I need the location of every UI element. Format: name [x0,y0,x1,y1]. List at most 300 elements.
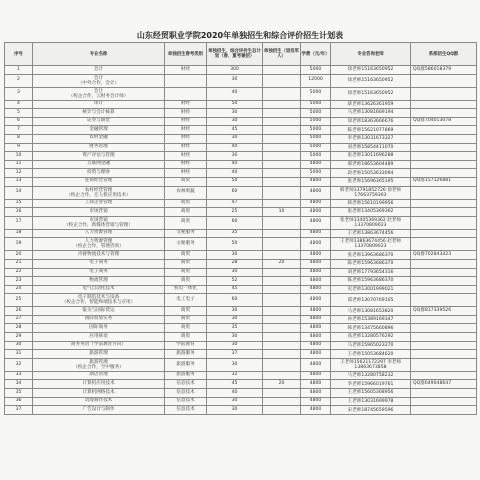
row-index-cell: 14 [5,186,33,199]
table-row [5,169,477,178]
row-index-cell: 18 [5,229,33,238]
row-fee-cell: 4800 [301,177,331,186]
row-major-cell [33,238,165,251]
row-category-cell: 文秘服务 [165,229,207,238]
row-qq-cell [411,324,477,333]
row-index-cell: 32 [5,358,33,371]
row-plan-cell: 30 [207,74,263,87]
row-veteran-cell [263,126,301,135]
major-subtitle: （校企合作，无人机应用技术） [66,192,131,198]
major-name: 旅游管理 [89,359,108,365]
major-subtitle: （校企合作，管理咨询） [73,244,124,250]
row-plan-cell: 30 [207,333,263,342]
row-veteran-cell [263,406,301,415]
major-name: 会计 [93,88,104,94]
row-qq-cell [411,259,477,268]
row-qq-cell: QQ群649048647 [411,380,477,389]
major-name: 会计 [93,75,104,81]
table-row [5,66,477,75]
table-row [5,371,477,380]
major-name: 旅游管理 [89,350,108,356]
table-row [5,268,477,277]
row-major-cell [33,350,165,359]
row-qq-cell [411,389,477,398]
row-consult-cell: 段老师15053633094 [331,169,411,178]
row-plan-cell: 45 [207,380,263,389]
row-major-cell [33,177,165,186]
row-index-cell: 23 [5,277,33,286]
row-qq-cell [411,152,477,161]
row-qq-cell: QQ群704013078 [411,117,477,126]
row-consult-cell: 郝老师18653604489 [331,160,411,169]
row-category-cell: 财经 [165,143,207,152]
row-index-cell: 33 [5,371,33,380]
row-category-cell: 商贸 [165,177,207,186]
row-category-cell: 旅游服务 [165,371,207,380]
row-fee-cell: 4800 [301,186,331,199]
row-category-cell: 商贸 [165,307,207,316]
row-consult-cell: 王老师15621172297 李老师13863673858 [331,358,411,371]
row-major-cell [33,143,165,152]
row-fee-cell: 5000 [301,152,331,161]
major-subtitle: （中外合作，会计） [77,80,120,86]
row-index-cell: 12 [5,169,33,178]
row-index-cell: 26 [5,307,33,316]
row-index-cell: 36 [5,397,33,406]
row-plan-cell: 30 [207,152,263,161]
row-major-cell [33,109,165,118]
row-category-cell: 商贸 [165,259,207,268]
row-consult-cell: 陈老师15621077869 [331,126,411,135]
row-qq-cell: QQ群586018379 [411,66,477,75]
row-consult-cell: 张老师13405369362 [331,208,411,217]
row-fee-cell: 4800 [301,371,331,380]
row-fee-cell: 4800 [301,341,331,350]
row-major-cell [33,371,165,380]
row-qq-cell [411,371,477,380]
row-plan-cell: 30 [207,109,263,118]
table-row [5,199,477,208]
table-row [5,380,477,389]
row-category-cell: 农林果蔬 [165,186,207,199]
row-consult-cell: 高老师13280576292 [331,333,411,342]
row-consult-cell: 张老师15696365195 [331,177,411,186]
row-qq-cell [411,199,477,208]
row-consult-cell: 王老师15053684620 [331,350,411,359]
row-veteran-cell [263,358,301,371]
row-major-cell [33,259,165,268]
major-name: 互联网金融 [87,161,110,167]
row-major-cell [33,199,165,208]
row-major-cell [33,208,165,217]
table-row [5,74,477,87]
row-index-cell: 17 [5,216,33,229]
row-category-cell: 商贸 [165,315,207,324]
row-plan-cell: 40 [207,169,263,178]
major-name: 电气自动化技术 [82,286,115,292]
header-veteran: 单独招生（退役军人） [263,43,301,66]
table-row [5,152,477,161]
header-fee: 学费（元/年） [301,43,331,66]
row-category-cell: 财经 [165,160,207,169]
row-index-cell: 8 [5,134,33,143]
page-title: 山东经贸职业学院2020年单独招生和综合评价招生计划表 [136,31,344,40]
row-qq-cell [411,208,477,217]
row-plan-cell: 30 [207,117,263,126]
table-row [5,251,477,260]
row-fee-cell: 4800 [301,350,331,359]
row-major-cell [33,277,165,286]
row-major-cell [33,186,165,199]
major-name: 物流管理 [89,277,108,283]
row-category-cell: 商贸 [165,251,207,260]
row-fee-cell: 4800 [301,229,331,238]
row-index-cell: 16 [5,208,33,217]
row-major-cell [33,333,165,342]
header-row [5,43,477,66]
row-veteran-cell [263,324,301,333]
row-category-cell: 财经 [165,117,207,126]
table-row [5,117,477,126]
row-category-cell: 旅游服务 [165,358,207,371]
row-consult-cell: 张老师13405369362 赵老师13370809023 [331,216,411,229]
row-fee-cell: 12000 [301,74,331,87]
row-veteran-cell [263,134,301,143]
row-category-cell: 信息技术 [165,380,207,389]
row-category-cell: 财经 [165,169,207,178]
row-major-cell [33,134,165,143]
row-major-cell [33,126,165,135]
row-consult-cell: 宋老师18745659596 [331,406,411,415]
row-consult-cell: 徐老师18363666676 [331,117,411,126]
major-name: 计算机应用技术 [82,380,115,386]
major-name: 财务管理 [89,144,108,150]
row-qq-cell [411,341,477,350]
major-name: 连锁经营管理 [84,178,113,184]
row-fee-cell: 4800 [301,238,331,251]
row-consult-cell: 马老师13280758232 [331,371,411,380]
table-row [5,307,477,316]
row-fee-cell: 4800 [301,315,331,324]
major-name: 冷链物流技术与管理 [77,251,120,257]
row-major-cell [33,307,165,316]
row-category-cell: 信息技术 [165,389,207,398]
row-fee-cell: 4800 [301,389,331,398]
row-plan-cell: 45 [207,126,263,135]
row-fee-cell: 4800 [301,397,331,406]
row-fee-cell: 4800 [301,324,331,333]
row-major-cell [33,324,165,333]
row-index-cell: 24 [5,285,33,294]
major-name: 国际贸易实务 [84,316,113,322]
row-plan-cell: 30 [207,134,263,143]
row-qq-cell [411,397,477,406]
row-consult-cell: 王老师13863674456 [331,229,411,238]
row-category-cell: 商贸 [165,268,207,277]
row-fee-cell: 4800 [301,358,331,371]
row-consult-cell: 孙老师15389169347 [331,315,411,324]
major-name: 统计与会计核算 [82,109,115,115]
row-category-cell: 信息技术 [165,397,207,406]
row-qq-cell [411,229,477,238]
row-consult-cell: 刘老师17793654316 [331,268,411,277]
row-qq-cell [411,74,477,87]
row-qq-cell [411,109,477,118]
row-index-cell: 28 [5,324,33,333]
row-veteran-cell [263,315,301,324]
row-plan-cell: 47 [207,199,263,208]
row-major-cell [33,74,165,87]
major-name: 报关与国际货运 [82,307,115,313]
table-row [5,315,477,324]
row-index-cell: 2 [5,74,33,87]
major-name: 市场营销 [89,217,108,223]
row-plan-cell: 35 [207,229,263,238]
row-major-cell [33,216,165,229]
row-index-cell: 15 [5,199,33,208]
row-index-cell: 11 [5,160,33,169]
row-fee-cell: 5000 [301,117,331,126]
row-fee-cell: 4800 [301,268,331,277]
major-name: 证券与期货 [87,118,110,124]
row-index-cell: 20 [5,251,33,260]
row-index-cell: 6 [5,117,33,126]
row-category-cell: 旅游服务 [165,350,207,359]
major-subtitle: （校企合作，智能终端技术与应用） [61,300,136,306]
major-name: 金融管理 [89,126,108,132]
row-veteran-cell [263,100,301,109]
header-plan: 单独招生、综合评价生总计划（春、夏考兼招） [207,43,263,66]
row-index-cell: 19 [5,238,33,251]
row-qq-cell [411,315,477,324]
row-index-cell: 1 [5,66,33,75]
row-index-cell: 30 [5,341,33,350]
row-index-cell: 31 [5,350,33,359]
row-plan-cell: 40 [207,160,263,169]
row-veteran-cell [263,268,301,277]
table-row [5,277,477,286]
major-subtitle: （校企合作，空中服务） [73,364,124,370]
major-name: 应用韩语 [89,333,108,339]
row-major-cell [33,389,165,398]
major-name: 农村经营管理 [84,187,113,193]
row-plan-cell: 37 [207,350,263,359]
row-plan-cell: 28 [207,259,263,268]
row-veteran-cell [263,143,301,152]
row-plan-cell: 40 [207,143,263,152]
row-index-cell: 9 [5,143,33,152]
header-consult: 专业咨询老师 [331,43,411,66]
row-qq-cell [411,358,477,371]
table-row [5,208,477,217]
row-veteran-cell [263,333,301,342]
row-veteran-cell [263,389,301,398]
row-plan-cell: 45 [207,285,263,294]
table-row [5,350,477,359]
row-fee-cell: 5000 [301,134,331,143]
row-major-cell [33,294,165,307]
row-veteran-cell [263,277,301,286]
row-consult-cell: 王老师13863674456 赵老师13370809023 [331,238,411,251]
table-row [5,333,477,342]
row-qq-cell [411,406,477,415]
major-subtitle: （校企合作，云财务会计师） [68,93,129,99]
row-fee-cell: 4800 [301,251,331,260]
row-major-cell [33,268,165,277]
row-qq-cell [411,350,477,359]
row-veteran-cell [263,152,301,161]
row-consult-cell: 马老师13081669194 [331,109,411,118]
row-plan-cell: 40 [207,87,263,100]
row-category-cell: 财经 [165,126,207,135]
row-category-cell: 机电一体化 [165,285,207,294]
row-fee-cell: 4800 [301,199,331,208]
major-name: 国际商务 [89,324,108,330]
major-name: 电子制造技术与设备 [77,295,120,301]
table-row [5,109,477,118]
row-qq-cell [411,277,477,286]
row-consult-cell: 史老师13001999021 [331,285,411,294]
row-fee-cell: 4800 [301,406,331,415]
row-plan-cell: 50 [207,238,263,251]
header-major: 专业名称 [33,43,165,66]
row-consult-cell: 韩老师15610199956 [331,199,411,208]
table-row [5,100,477,109]
row-plan-cell: 300 [207,66,263,75]
table-row [5,160,477,169]
row-category-cell: 商贸 [165,216,207,229]
row-plan-cell: 30 [207,406,263,415]
row-major-cell [33,315,165,324]
row-index-cell: 29 [5,333,33,342]
row-consult-cell: 张老师13011696288 [331,152,411,161]
table-row [5,285,477,294]
row-index-cell: 27 [5,315,33,324]
row-fee-cell: 4800 [301,285,331,294]
major-name: 市场营销 [89,208,108,214]
row-major-cell [33,397,165,406]
row-veteran-cell [263,371,301,380]
row-veteran-cell [263,117,301,126]
row-veteran-cell: 20 [263,259,301,268]
row-consult-cell: 王老师15605368956 [331,389,411,398]
row-qq-cell [411,134,477,143]
row-consult-cell: 陈老师15963686370 [331,277,411,286]
row-veteran-cell [263,186,301,199]
row-index-cell: 13 [5,177,33,186]
table-row [5,397,477,406]
row-index-cell: 10 [5,152,33,161]
row-veteran-cell [263,341,301,350]
row-index-cell: 5 [5,109,33,118]
major-name: 酒店管理 [89,372,108,378]
header-qq: 系部招生QQ群 [411,43,477,66]
row-veteran-cell [263,87,301,100]
table-row [5,341,477,350]
row-plan-cell: 32 [207,371,263,380]
row-fee-cell: 4800 [301,307,331,316]
major-name: 投资与理财 [87,169,110,175]
row-qq-cell [411,333,477,342]
row-qq-cell [411,294,477,307]
row-qq-cell [411,186,477,199]
row-major-cell [33,229,165,238]
row-consult-cell: 李老师13031673327 [331,134,411,143]
row-plan-cell: 60 [207,216,263,229]
row-consult-cell: 韩老师13475660896 [331,324,411,333]
row-veteran-cell [263,169,301,178]
row-plan-cell: 30 [207,341,263,350]
row-fee-cell: 4800 [301,216,331,229]
row-plan-cell: 60 [207,294,263,307]
row-plan-cell: 30 [207,397,263,406]
major-name: 电子商务 [89,260,108,266]
row-qq-cell [411,216,477,229]
row-consult-cell: 张老师13963686370 [331,251,411,260]
row-consult-cell: 马老师15965023270 [331,341,411,350]
row-fee-cell: 5000 [301,143,331,152]
table-row [5,238,477,251]
row-qq-cell [411,143,477,152]
row-fee-cell: 4800 [301,160,331,169]
row-category-cell: 财经 [165,109,207,118]
row-major-cell [33,66,165,75]
row-veteran-cell [263,160,301,169]
row-consult-cell: 刘老师15854411070 [331,143,411,152]
row-major-cell [33,169,165,178]
row-consult-cell: 徐老师15163650952 [331,66,411,75]
row-consult-cell: 陈老师15963686370 [331,259,411,268]
row-major-cell [33,160,165,169]
table-row [5,186,477,199]
row-fee-cell: 4800 [301,277,331,286]
row-plan-cell: 30 [207,307,263,316]
row-fee-cell: 4800 [301,208,331,217]
row-veteran-cell: 10 [263,208,301,217]
row-category-cell [165,87,207,100]
row-index-cell: 3 [5,87,33,100]
row-plan-cell: 40 [207,389,263,398]
table-row [5,216,477,229]
row-fee-cell: 4800 [301,294,331,307]
row-major-cell [33,100,165,109]
row-qq-cell [411,238,477,251]
row-veteran-cell: 20 [263,380,301,389]
header-category: 单独招生春考类别 [165,43,207,66]
row-qq-cell [411,268,477,277]
header-index: 序号 [5,43,33,66]
row-qq-cell [411,100,477,109]
row-plan-cell: 52 [207,277,263,286]
row-index-cell: 34 [5,380,33,389]
table-row [5,126,477,135]
row-plan-cell: 25 [207,208,263,217]
row-plan-cell: 30 [207,358,263,371]
row-consult-cell: 徐老师15163650952 [331,87,411,100]
row-veteran-cell [263,251,301,260]
row-consult-cell: 李老师15966019761 [331,380,411,389]
row-plan-cell: 35 [207,324,263,333]
row-qq-cell [411,126,477,135]
row-qq-cell [411,285,477,294]
row-major-cell [33,341,165,350]
major-name: 会计 [93,66,104,72]
row-fee-cell: 4800 [301,259,331,268]
table-row [5,324,477,333]
row-fee-cell: 5000 [301,169,331,178]
row-veteran-cell [263,285,301,294]
row-qq-cell: QQ群157126881 [411,177,477,186]
